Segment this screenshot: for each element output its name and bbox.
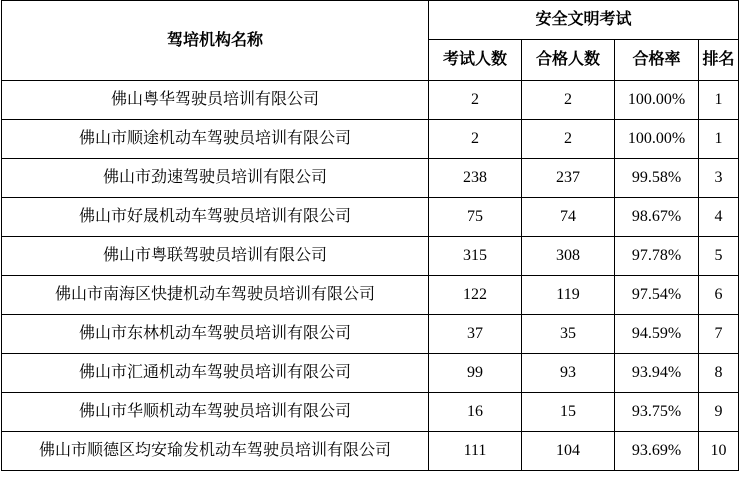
cell-exam-count: 238	[429, 159, 522, 198]
table-row	[2, 159, 739, 198]
cell-pass-rate: 97.54%	[615, 276, 699, 315]
cell-institution-name: 佛山市顺途机动车驾驶员培训有限公司	[2, 120, 429, 159]
column-header-pass-rate: 合格率	[615, 40, 699, 81]
cell-institution-name: 佛山市东林机动车驾驶员培训有限公司	[2, 315, 429, 354]
cell-exam-count: 75	[429, 198, 522, 237]
column-header-exam-count: 考试人数	[429, 40, 522, 81]
cell-exam-count: 2	[429, 120, 522, 159]
driving-school-pass-rate-table	[1, 0, 739, 471]
table-row	[2, 198, 739, 237]
cell-institution-name: 佛山市汇通机动车驾驶员培训有限公司	[2, 354, 429, 393]
cell-institution-name: 佛山粤华驾驶员培训有限公司	[2, 81, 429, 120]
cell-exam-count: 37	[429, 315, 522, 354]
cell-pass-rate: 93.94%	[615, 354, 699, 393]
cell-pass-rate: 94.59%	[615, 315, 699, 354]
column-header-institution: 驾培机构名称	[2, 1, 429, 81]
cell-institution-name: 佛山市华顺机动车驾驶员培训有限公司	[2, 393, 429, 432]
column-header-pass-count: 合格人数	[522, 40, 615, 81]
cell-rank: 7	[699, 315, 739, 354]
column-group-header-safety-exam: 安全文明考试	[429, 1, 739, 40]
cell-pass-count: 237	[522, 159, 615, 198]
cell-exam-count: 16	[429, 393, 522, 432]
cell-pass-count: 74	[522, 198, 615, 237]
table-row	[2, 315, 739, 354]
cell-institution-name: 佛山市好晟机动车驾驶员培训有限公司	[2, 198, 429, 237]
cell-pass-rate: 99.58%	[615, 159, 699, 198]
cell-pass-rate: 100.00%	[615, 120, 699, 159]
header-row-top	[2, 1, 739, 40]
cell-pass-rate: 97.78%	[615, 237, 699, 276]
cell-rank: 3	[699, 159, 739, 198]
cell-pass-count: 35	[522, 315, 615, 354]
cell-institution-name: 佛山市劲速驾驶员培训有限公司	[2, 159, 429, 198]
cell-pass-rate: 98.67%	[615, 198, 699, 237]
cell-pass-count: 104	[522, 432, 615, 471]
cell-pass-count: 308	[522, 237, 615, 276]
cell-exam-count: 122	[429, 276, 522, 315]
table-row	[2, 432, 739, 471]
cell-institution-name: 佛山市南海区快捷机动车驾驶员培训有限公司	[2, 276, 429, 315]
table-header	[2, 1, 739, 81]
cell-pass-rate: 100.00%	[615, 81, 699, 120]
cell-pass-count: 119	[522, 276, 615, 315]
cell-rank: 10	[699, 432, 739, 471]
table-row	[2, 237, 739, 276]
cell-rank: 1	[699, 81, 739, 120]
cell-exam-count: 111	[429, 432, 522, 471]
table-row	[2, 354, 739, 393]
cell-pass-count: 15	[522, 393, 615, 432]
cell-rank: 9	[699, 393, 739, 432]
table-row	[2, 120, 739, 159]
cell-rank: 8	[699, 354, 739, 393]
table-row	[2, 276, 739, 315]
cell-pass-rate: 93.75%	[615, 393, 699, 432]
table-row	[2, 81, 739, 120]
cell-rank: 1	[699, 120, 739, 159]
cell-pass-count: 2	[522, 81, 615, 120]
cell-rank: 5	[699, 237, 739, 276]
cell-pass-rate: 93.69%	[615, 432, 699, 471]
cell-exam-count: 315	[429, 237, 522, 276]
table-body	[2, 81, 739, 471]
table-row	[2, 393, 739, 432]
cell-rank: 6	[699, 276, 739, 315]
cell-institution-name: 佛山市粤联驾驶员培训有限公司	[2, 237, 429, 276]
cell-exam-count: 99	[429, 354, 522, 393]
cell-rank: 4	[699, 198, 739, 237]
cell-pass-count: 93	[522, 354, 615, 393]
column-header-rank: 排名	[699, 40, 739, 81]
cell-pass-count: 2	[522, 120, 615, 159]
cell-exam-count: 2	[429, 81, 522, 120]
cell-institution-name: 佛山市顺德区均安瑜发机动车驾驶员培训有限公司	[2, 432, 429, 471]
